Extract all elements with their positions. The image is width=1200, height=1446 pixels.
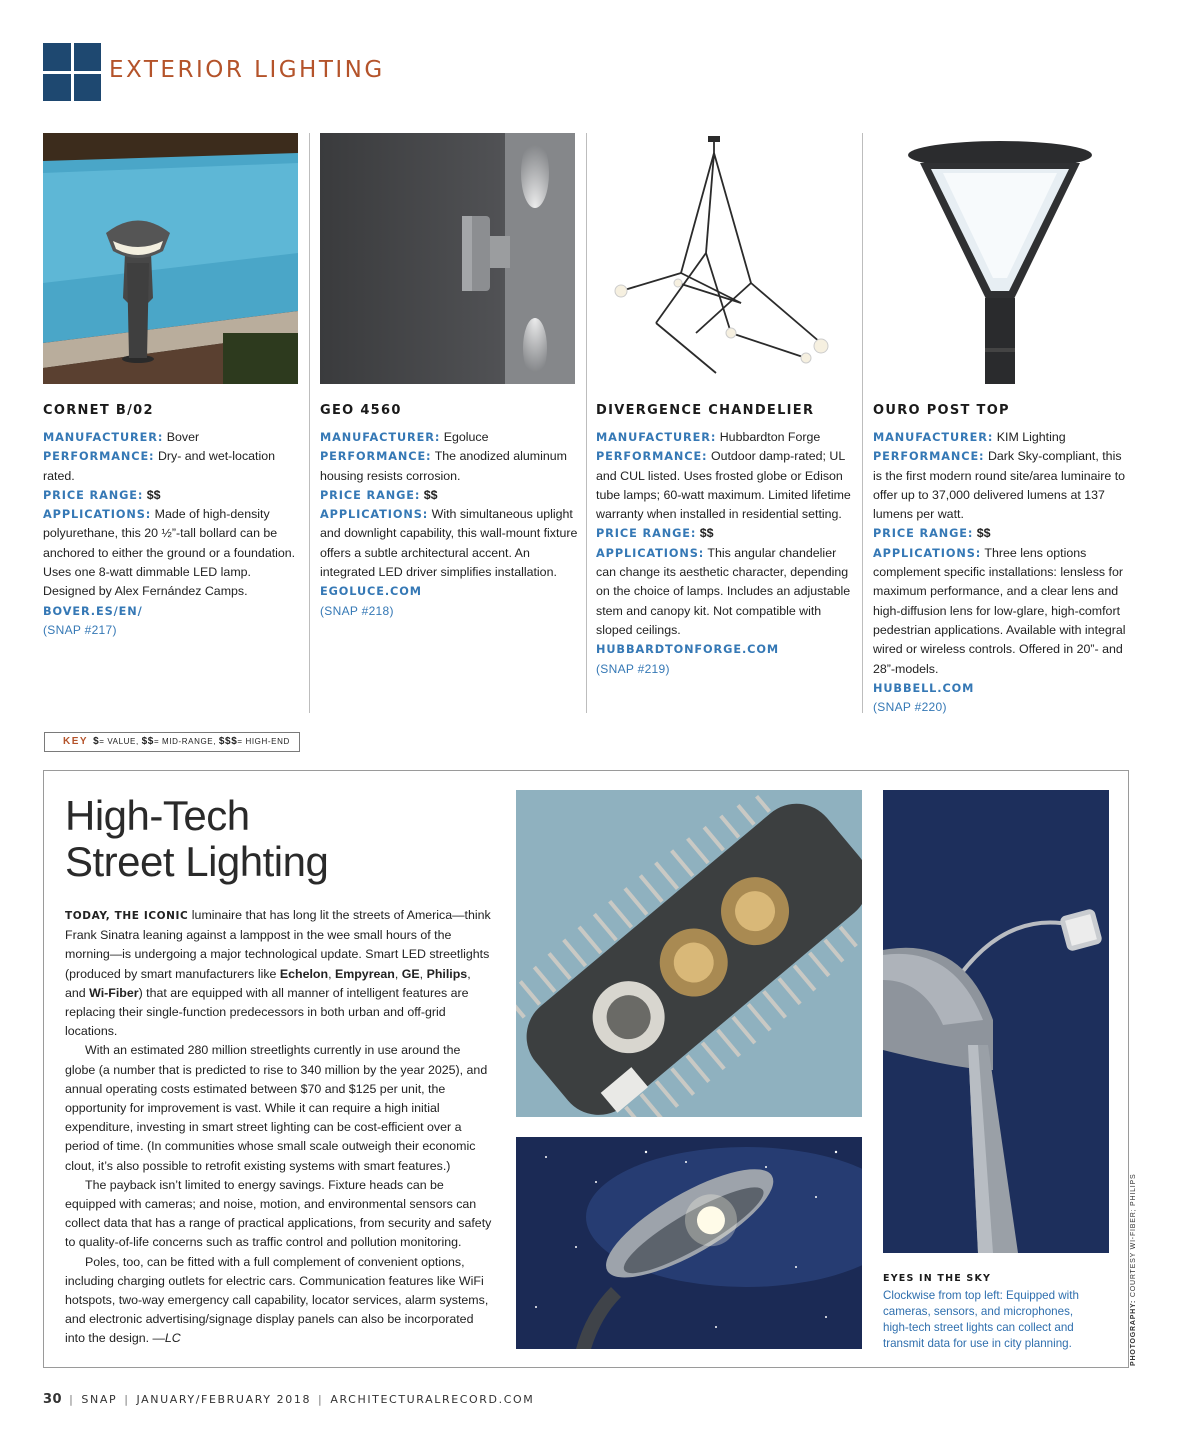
product-name: GEO 4560 [320, 403, 402, 418]
caption-title: EYES IN THE SKY [883, 1273, 992, 1284]
paragraph-4: Poles, too, can be fitted with a full complement of convenient options, including charging outlets for electric cars. Communication features like WiFi hotspots, two-way emergency call capability, locator services, alarm systems, and electronic advertising/signage display panels can also be incorporated into the design. — [65, 1254, 489, 1346]
manufacturer-label: MANUFACTURER: [873, 431, 994, 444]
column-divider [309, 133, 310, 713]
column-divider [586, 133, 587, 713]
feature-article [43, 770, 1129, 1368]
section-title: EXTERIOR LIGHTING [109, 57, 385, 83]
applications-label: APPLICATIONS: [320, 508, 429, 522]
streetlight-pole-photo [883, 790, 1109, 1253]
streetlight-night-sky-photo [516, 1137, 862, 1349]
snap-number: (SNAP #218) [320, 603, 394, 618]
manufacturer-label: MANUFACTURER: [596, 431, 717, 444]
manufacturer-ge: GE [401, 966, 420, 981]
price-label: PRICE RANGE: [596, 527, 697, 541]
feature-title [65, 793, 465, 885]
price-value: $$ [423, 487, 438, 502]
manufacturer-wifiber: Wi-Fiber [89, 985, 139, 1000]
manufacturer-label: MANUFACTURER: [320, 431, 441, 444]
lead-in: TODAY, THE ICONIC [65, 910, 189, 922]
key-symbol-value: $ [93, 736, 100, 747]
applications-value: This angular chandelier can change its aesthetic character, depending on the choice of lamps. Includes an adjustable stem and canopy kit. Not compatible with sloped ceilings. [596, 545, 851, 637]
price-label: PRICE RANGE: [320, 488, 421, 502]
author-initials: LC [164, 1331, 181, 1346]
manufacturer-echelon: Echelon [279, 966, 329, 981]
applications-value: Made of high-density polyurethane, this 20 ½”-tall bollard can be anchored to either the ground or a foundation. Uses one 8-watt dimmable LED lamp. Designed by Alex Fernández Camps. [43, 507, 296, 599]
smart-streetlight-camera-photo [516, 790, 862, 1117]
divergence-chandelier-photo [596, 133, 851, 384]
product-name: DIVERGENCE CHANDELIER [596, 403, 815, 418]
price-key [44, 732, 300, 752]
applications-value: With simultaneous uplight and downlight capability, this wall-mount fixture offers a subtle architectural accent. An integrated LED driver simplifies installation. [320, 507, 578, 580]
paragraph-3: The payback isn’t limited to energy savings. Fixture heads can be equipped with cameras; and noise, motion, and environmental sensors can collect data that has a range of practical applications, from security and safety to quality-of-life concerns such as traffic control and pollution monitoring. [65, 1177, 492, 1250]
product-link[interactable]: BOVER.ES/EN/ [43, 604, 143, 618]
page-number: 30 [43, 1392, 63, 1407]
performance-value: Outdoor damp-rated; UL and CUL listed. Uses frosted globe or Edison tube lamps; 60-watt maximum. Limited lifetime warranty when installed in residential setting. [596, 449, 851, 522]
applications-label: APPLICATIONS: [596, 546, 705, 560]
paragraph-1-a: luminaire that has long lit the streets of America—think Frank Sinatra leaning against a lamppost in the wee small hours of the morning—is undergoing a major technological update. Smart LED streetlights (produced by smart manufacturers like [65, 908, 491, 981]
manufacturer-value: Bover [166, 430, 200, 444]
product-divergence [596, 133, 856, 679]
product-link[interactable]: HUBBELL.COM [873, 681, 975, 695]
snap-number: (SNAP #217) [43, 622, 117, 637]
applications-value: Three lens options complement specific installations: lensless for maximum performance, and a clear lens and high-diffusion lens for low-glare, high-comfort pedestrian applications. Available with integral wired or wireless controls. Offered in 20”- and 28”-models. [873, 545, 1126, 676]
performance-label: PERFORMANCE: [873, 450, 985, 464]
key-desc-mid: = MID-RANGE, [153, 737, 217, 746]
product-cornet [43, 133, 303, 640]
price-label: PRICE RANGE: [43, 488, 144, 502]
manufacturer-philips: Philips [426, 966, 468, 981]
performance-value: The anodized aluminum housing resists corrosion. [320, 449, 567, 483]
paragraph-1-b: ) that are equipped with all manner of intelligent features are replacing their single-function predecessors in both urban and off-grid locations. [65, 985, 469, 1039]
manufacturer-value: Hubbardton Forge [719, 430, 821, 444]
performance-label: PERFORMANCE: [596, 450, 708, 464]
title-line-1: High-Tech [65, 792, 250, 839]
key-desc-value: = VALUE, [99, 737, 139, 746]
feature-body: TODAY, THE ICONIC luminaire that has long lit the streets of America—think Frank Sinatra leaning against a lamppost in the wee small hours of the morning—is undergoing a major technological update. Smart LED streetlights (produced by smart manufacturers like Echelon, Empyrean, GE, Philips, and Wi-Fiber) that are equipped with all manner of intelligent features are replacing their single-function predecessors in both urban and off-grid locations. With an estimated 280 million streetlights currently in use around the globe (a number that is predicted to rise to 340 million by the year 2025), and annual operating costs estimated between $70 and $125 per unit, the opportunity for improvement is vast. While it can require a high initial expenditure, investing in smart street lighting can be cost-efficient over a period of time. (In communities whose small scale outweigh their economic clout, it’s also possible to retrofit existing systems with smart features.) The payback isn’t limited to energy savings. Fixture heads can be equipped with cameras; and noise, motion, and environmental sensors can collect data that has a range of practical applications, from security and safety to quality-of-life concerns such as traffic control and pollution monitoring. Poles, too, can be fitted with a full complement of convenient options, including charging outlets for electric cars. Communication features like WiFi hotspots, two-way emergency call capability, locator services, alarm systems, and electronic advertising/signage display panels can also be incorporated into the design. —LC [65, 908, 492, 1346]
performance-value: Dark Sky-compliant, this is the first modern round site/area luminaire to offer up to 37,000 delivered lumens at 137 lumens per watt. [873, 449, 1126, 522]
snap-number: (SNAP #220) [873, 700, 947, 715]
product-name: OURO POST TOP [873, 403, 1010, 418]
applications-label: APPLICATIONS: [873, 546, 982, 560]
ouro-post-top-photo [873, 133, 1128, 384]
geo-wall-light-photo [320, 133, 575, 384]
product-link[interactable]: HUBBARDTONFORGE.COM [596, 643, 779, 657]
performance-label: PERFORMANCE: [320, 450, 432, 464]
page-footer: 30 | SNAP | JANUARY/FEBRUARY 2018 | ARCHITECTURALRECORD.COM [43, 1392, 535, 1407]
product-geo [320, 133, 580, 621]
footer-site: ARCHITECTURALRECORD.COM [330, 1393, 535, 1406]
key-symbol-high: $$$ [218, 736, 238, 747]
cornet-bollard-photo [43, 133, 298, 384]
caption-text: Clockwise from top left: Equipped with cameras, sensors, and microphones, high-tech street lights can collect and transmit data for use in city planning. [883, 1289, 1079, 1350]
manufacturer-label: MANUFACTURER: [43, 431, 164, 444]
title-line-2: Street Lighting [65, 838, 329, 885]
applications-label: APPLICATIONS: [43, 508, 152, 522]
photo-credit [1130, 1174, 1137, 1367]
manufacturer-value: KIM Lighting [996, 430, 1066, 444]
footer-issue: JANUARY/FEBRUARY 2018 [136, 1393, 312, 1406]
manufacturer-empyrean: Empyrean [334, 966, 395, 981]
credit-text: COURTESY WI-FIBER; PHILIPS [1130, 1173, 1137, 1298]
paragraph-2: With an estimated 280 million streetlights currently in use around the globe (a number that is predicted to rise to 340 million by the year 2025), and annual operating costs estimated between $70 and $125 per unit, the opportunity for improvement is vast. While it can require a high initial expenditure, investing in smart street lighting can be cost-efficient over a period of time. (In communities whose small scale outweigh their economic clout, it’s also possible to retrofit existing systems with smart features.) [65, 1043, 488, 1173]
product-link[interactable]: EGOLUCE.COM [320, 585, 422, 599]
key-desc-high: = HIGH-END [237, 737, 290, 746]
key-symbol-mid: $$ [141, 736, 154, 747]
column-divider [862, 133, 863, 713]
product-name: CORNET B/02 [43, 403, 154, 418]
key-label: KEY [63, 736, 89, 747]
footer-section: SNAP [81, 1393, 118, 1406]
price-value: $$ [976, 526, 991, 541]
performance-value: Dry- and wet-location rated. [43, 449, 276, 483]
section-logo [43, 43, 101, 101]
product-ouro [873, 133, 1133, 717]
credit-label: PHOTOGRAPHY: [1130, 1299, 1137, 1366]
performance-label: PERFORMANCE: [43, 450, 155, 464]
price-value: $$ [146, 487, 161, 502]
price-value: $$ [699, 526, 714, 541]
price-label: PRICE RANGE: [873, 527, 974, 541]
manufacturer-value: Egoluce [443, 430, 489, 444]
snap-number: (SNAP #219) [596, 661, 670, 676]
